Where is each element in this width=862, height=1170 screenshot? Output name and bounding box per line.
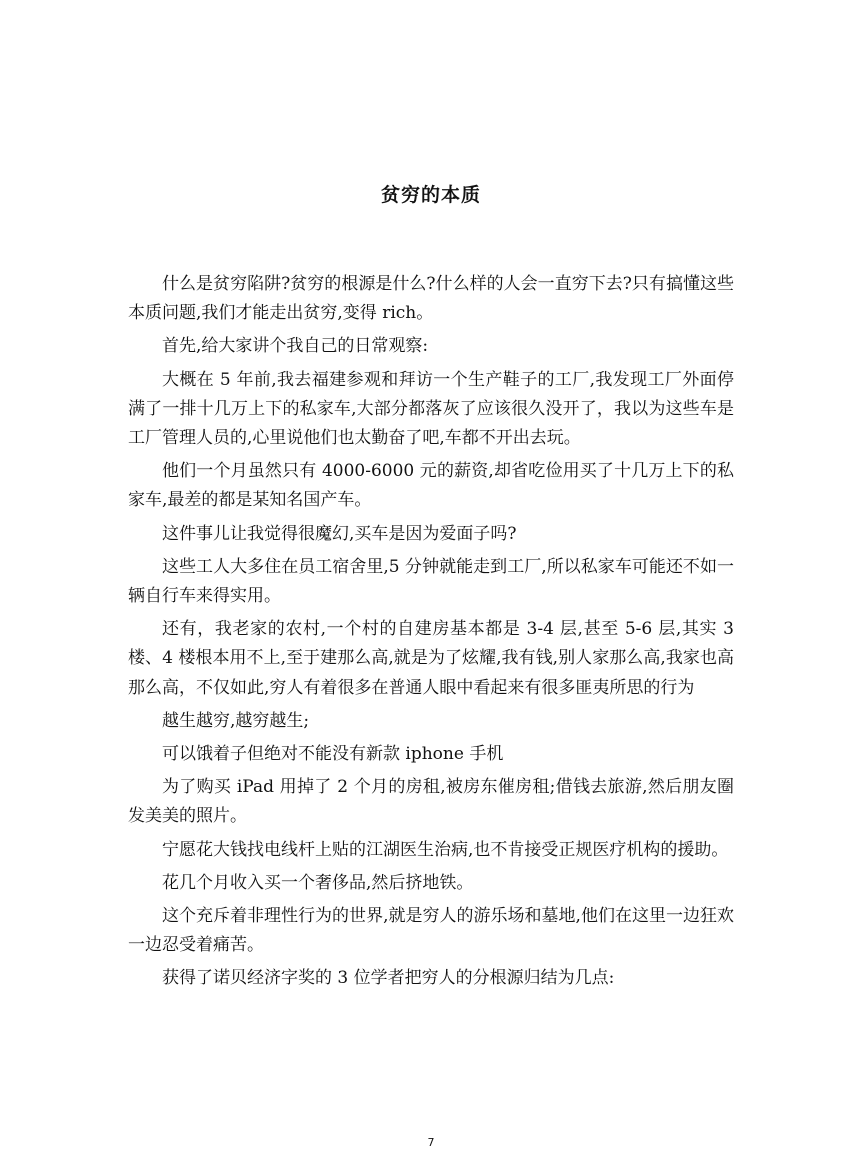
paragraph: 为了购买 iPad 用掉了 2 个月的房租,被房东催房租;借钱去旅游,然后朋友圈发美美的照片。 [128,777,734,827]
body-text [128,270,734,998]
paragraph: 花几个月收入买一个奢侈品,然后挤地铁。 [162,872,474,893]
paragraph: 首先,给大家讲个我自己的日常观察: [162,336,429,357]
page-title: 贫穷的本质 [380,184,481,206]
paragraph: 获得了诺贝经济字奖的 3 位学者把穷人的分根源归结为几点: [162,968,615,989]
paragraph: 这个充斥着非理性行为的世界,就是穷人的游乐场和墓地,他们在这里一边狂欢一边忍受着痛苦。 [128,906,734,956]
paragraph: 宁愿花大钱找电线杆上贴的江湖医生治病,也不肯接受正规医疗机构的援助。 [162,839,729,860]
paragraph: 可以饿着子但绝对不能没有新款 iphone 手机 [162,744,504,765]
page-number: 7 [427,1136,435,1149]
paragraph: 这件事儿让我觉得很魔幻,买车是因为爱面子吗? [162,523,517,544]
paragraph: 越生越穷,越穷越生; [162,710,310,731]
paragraph: 还有，我老家的农村,一个村的自建房基本都是 3-4 层,甚至 5-6 层,其实 3 楼、4 楼根本用不上,至于建那么高,就是为了炫耀,我有钱,别人家那么高,我家也高那么高，不仅如此,穷人有着很多在普通人眼中看起来有很多匪夷所思的行为 [128,619,734,698]
paragraph: 什么是贫穷陷阱?贫穷的根源是什么?什么样的人会一直穷下去?只有搞懂这些本质问题,我们才能走出贫穷,变得 rich。 [128,274,734,324]
paragraph: 这些工人大多住在员工宿舍里,5 分钟就能走到工厂,所以私家车可能还不如一辆自行车来得实用。 [128,556,734,607]
paragraph: 他们一个月虽然只有 4000-6000 元的薪资,却省吃俭用买了十几万上下的私家车,最差的都是某知名国产车。 [128,461,734,511]
paragraph: 大概在 5 年前,我去福建参观和拜访一个生产鞋子的工厂,我发现工厂外面停满了一排十几万上下的私家车,大部分都落灰了应该很久没开了，我以为这些车是工厂管理人员的,心里说他们也太勤奋了吧,车都不开出去玩。 [128,369,734,449]
